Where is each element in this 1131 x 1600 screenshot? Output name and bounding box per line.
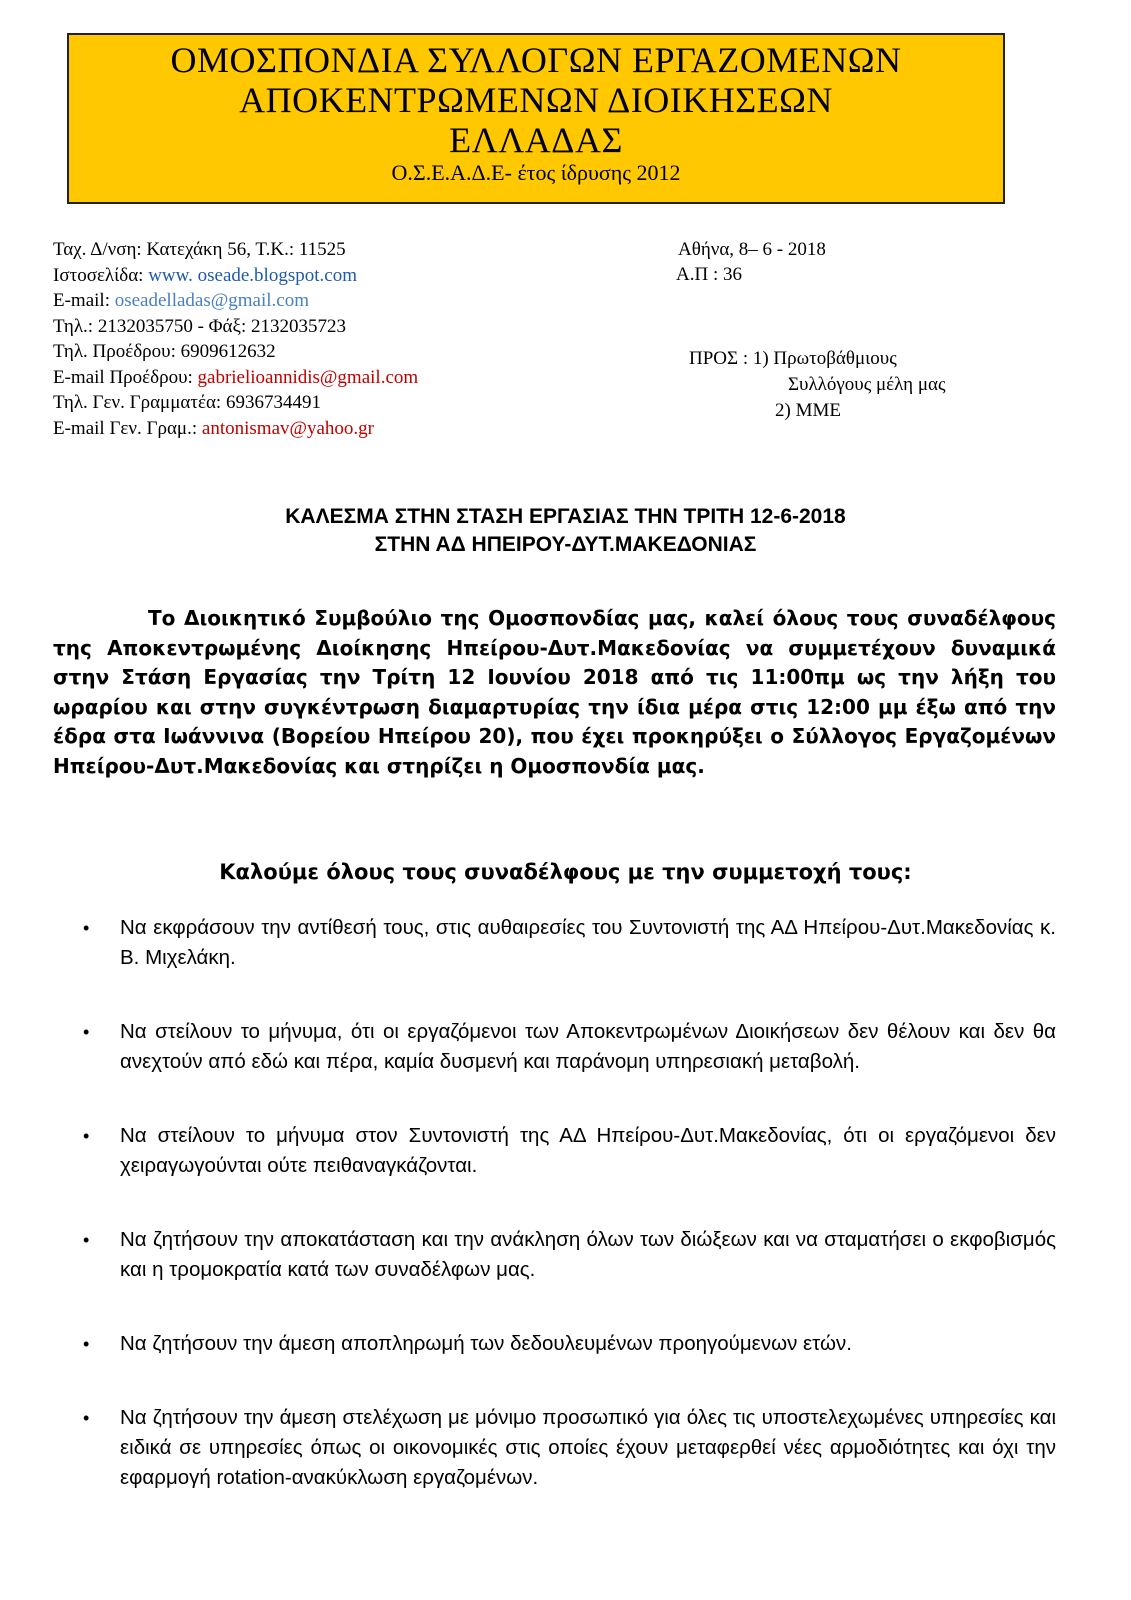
org-name-line-2: ΑΠΟΚΕΝΤΡΩΜΕΝΩΝ ΔΙΟΙΚΗΣΕΩΝ: [239, 80, 833, 120]
list-item-text: Να στείλουν το μήνυμα, ότι οι εργαζόμενοι των Αποκεντρωμένων Διοικήσεων δεν θέλουν και δεν θα ανεχτούν από εδώ και πέρα, καμία δυσμενή και παράνομη υπηρεσιακή μεταβολή.: [120, 1020, 1056, 1073]
list-item-text: Να εκφράσουν την αντίθεσή τους, στις αυθαιρεσίες του Συντονιστή της ΑΔ Ηπείρου-Δυτ.Μακεδονίας κ. Β. Μιχελάκη.: [120, 916, 1056, 969]
bullet-icon: •: [83, 1126, 90, 1146]
recipients-line-3: 2) ΜΜΕ: [775, 400, 841, 421]
contact-block: [53, 237, 418, 441]
org-name-line-1: ΟΜΟΣΠΟΝΔΙΑ ΣΥΛΛΟΓΩΝ ΕΡΓΑΖΟΜΕΝΩΝ: [170, 40, 902, 80]
list-item-text: Να ζητήσουν την αποκατάσταση και την ανάκληση όλων των διώξεων και να σταματήσει ο εκφοβισμός και η τρομοκρατία κατά των συναδέλφων μας.: [120, 1228, 1056, 1281]
address: Ταχ. Δ/νση: Κατεχάκη 56, Τ.Κ.: 11525: [53, 239, 346, 260]
recipients-line-2: Συλλόγους μέλη μας: [788, 374, 946, 395]
recipients-line-1: ΠΡΟΣ : 1) Πρωτοβάθμιους: [689, 348, 897, 369]
phone: Τηλ.: 2132035750 - Φάξ: 2132035723: [53, 315, 346, 337]
secretary-email-row: [53, 416, 418, 442]
list-item: [83, 1403, 1056, 1493]
email-row: [53, 288, 418, 314]
title-line-1: ΚΑΛΕΣΜΑ ΣΤΗΝ ΣΤΑΣΗ ΕΡΓΑΣΙΑΣ ΤΗΝ ΤΡΙΤΗ 12-6-2018: [285, 505, 846, 528]
bullet-icon: •: [83, 1334, 90, 1354]
president-email-row: [53, 365, 418, 391]
place-date: Αθήνα, 8– 6 - 2018: [678, 239, 826, 260]
list-item: [83, 913, 1056, 973]
demands-list: [83, 913, 1056, 1493]
email-label: E-mail:: [53, 290, 115, 311]
bullet-icon: •: [83, 1230, 90, 1250]
protocol-number: Α.Π : 36: [676, 264, 742, 285]
list-item-text: Να ζητήσουν την άμεση στελέχωση με μόνιμο προσωπικό για όλες τις υποστελεχωμένες υπηρεσίες και ειδικά σε υπηρεσίες όπως οι οικονομικές στις οποίες έχουν μεταφερθεί νέες αρμοδιότητες και όχι την εφαρμογή rotation-ανακύκλωση εργαζομένων.: [120, 1406, 1056, 1489]
website-link[interactable]: www. oseade.blogspot.com: [148, 264, 357, 286]
bullet-icon: •: [83, 1408, 90, 1428]
list-item: [83, 1121, 1056, 1181]
title-line-2: ΣΤΗΝ ΑΔ ΗΠΕΙΡΟΥ-ΔΥΤ.ΜΑΚΕΔΟΝΙΑΣ: [374, 533, 757, 556]
list-item: [83, 1225, 1056, 1285]
list-item: [83, 1329, 1056, 1359]
bullet-icon: •: [83, 918, 90, 938]
secretary-email-label: E-mail Γεν. Γραμ.:: [53, 417, 202, 439]
main-paragraph: Το Διοικητικό Συμβούλιο της Ομοσπονδίας μας, καλεί όλους τους συναδέλφους της Αποκεντρωμένης Διοίκησης Ηπείρου-Δυτ.Μακεδονίας να συμμετέχουν δυναμικά στην Στάση Εργασίας την Τρίτη 12 Ιουνίου 2018 από τις 11:00πμ ως την λήξη του ωραρίου και στην συγκέντρωση διαμαρτυρίας την ίδια μέρα στις 12:00 μμ έξω από την έδρα στα Ιωάννινα (Βορείου Ηπείρου 20), που έχει προκηρύξει ο Σύλλογος Εργαζομένων Ηπείρου-Δυτ.Μακεδονίας και στηρίζει η Ομοσπονδία μας.: [53, 606, 1056, 778]
president-email-label: E-mail Προέδρου:: [53, 366, 198, 388]
list-item-text: Να στείλουν το μήνυμα στον Συντονιστή της ΑΔ Ηπείρου-Δυτ.Μακεδονίας, ότι οι εργαζόμενοι δεν χειραγωγούνται ούτε πειθαναγκάζονται.: [120, 1124, 1056, 1177]
letterhead-box: [67, 33, 1005, 204]
website-label: Ιστοσελίδα:: [53, 264, 149, 286]
website-row: [53, 263, 418, 289]
secretary-phone: Τηλ. Γεν. Γραμματέα: 6936734491: [53, 392, 321, 413]
list-item-text: Να ζητήσουν την άμεση αποπληρωμή των δεδουλευμένων προηγούμενων ετών.: [120, 1332, 852, 1355]
email-link[interactable]: oseadelladas@gmail.com: [114, 290, 309, 311]
org-name-line-3: ΕΛΛΑΔΑΣ: [449, 120, 623, 160]
president-email-link[interactable]: gabrielioannidis@gmail.com: [197, 366, 419, 388]
president-phone: Τηλ. Προέδρου: 6909612632: [53, 341, 276, 362]
secretary-email-link[interactable]: antonismav@yahoo.gr: [201, 417, 375, 439]
list-item: [83, 1017, 1056, 1077]
document-title: [0, 503, 1131, 559]
call-to-action: Καλούμε όλους τους συναδέλφους με την συμμετοχή τους:: [219, 860, 912, 884]
org-subtitle: Ο.Σ.Ε.Α.Δ.Ε- έτος ίδρυσης 2012: [391, 160, 681, 185]
bullet-icon: •: [83, 1022, 90, 1042]
